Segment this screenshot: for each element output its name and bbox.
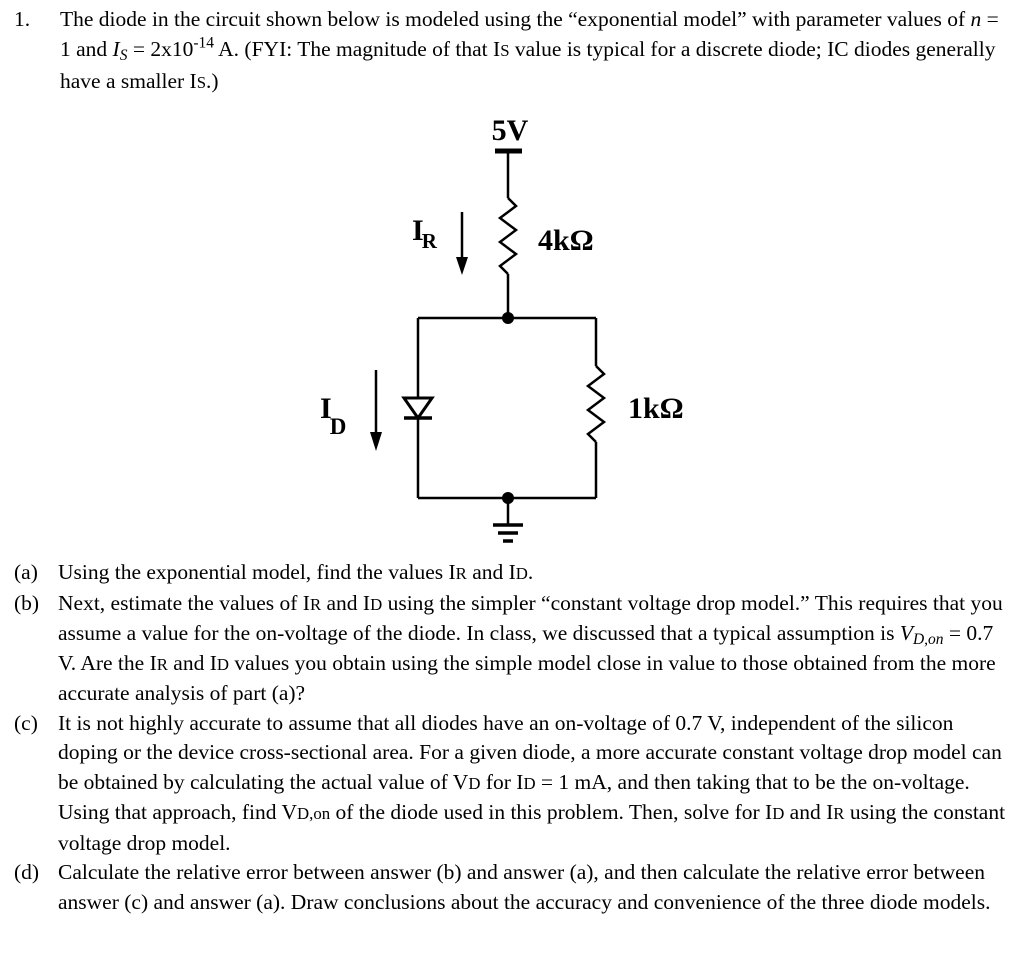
part-label: (b) bbox=[14, 590, 40, 615]
resistor-1k-icon bbox=[588, 366, 604, 442]
intro-text: = 2x10 bbox=[127, 37, 194, 61]
subscript-small-caps: S bbox=[196, 73, 207, 92]
resistor-1k-label: 1kΩ bbox=[628, 392, 684, 425]
variable-v: V bbox=[899, 621, 914, 645]
supply-voltage-label: 5V bbox=[491, 114, 529, 147]
resistor-4k-icon bbox=[500, 198, 516, 274]
part-c: (c) It is not highly accurate to assume that all diodes have an on-voltage of 0.7 V, independent of the silicon doping or the device cross-sectional area. For a given diode, a more accurate constant voltage drop model can be obtained by calculating the actual value of VD for ID = 1 mA, and then taking that to be the on-voltage. Using that approach, find VD,on of the diode used in this problem. Then, solve for ID and IR using the constant voltage drop model. bbox=[14, 710, 1006, 855]
intro-text: value is typical for a discrete diode; IC diodes generally have a smaller I bbox=[60, 37, 996, 93]
current-id-label: I D bbox=[320, 392, 347, 439]
current-id-arrow-icon bbox=[370, 432, 382, 451]
diode-icon bbox=[404, 398, 432, 418]
part-d: (d) Calculate the relative error between answer (b) and answer (a), and then calculate the relative error between answer (c) and answer (a). Draw conclusions about the accuracy and convenience of the three diode models. bbox=[14, 860, 991, 914]
current-ir-label: IR bbox=[412, 214, 437, 253]
circuit-diagram bbox=[0, 100, 1024, 555]
subscript-small-caps: S bbox=[500, 41, 510, 60]
part-label: (a) bbox=[14, 560, 38, 584]
intro-text: The diode in the circuit shown below is modeled using the “exponential model” with parameter values of bbox=[60, 7, 971, 31]
question-parts bbox=[14, 558, 1014, 917]
problem-intro bbox=[60, 4, 1014, 98]
variable-is: I bbox=[112, 37, 120, 61]
resistor-4k-label: 4kΩ bbox=[538, 224, 594, 257]
subscript: S bbox=[119, 46, 128, 64]
intro-text: A. (FYI: The magnitude of that I bbox=[213, 37, 501, 61]
part-a: (a) Using the exponential model, find the values IR and ID. bbox=[14, 558, 1014, 589]
part-label: (d) bbox=[14, 860, 40, 884]
variable-n: n bbox=[970, 7, 982, 31]
current-ir-arrow-icon bbox=[456, 257, 468, 275]
ground-icon bbox=[493, 525, 523, 541]
intro-text: = 1 and bbox=[60, 7, 999, 61]
problem-number: 1. bbox=[14, 7, 31, 31]
exponent: -14 bbox=[193, 34, 214, 52]
part-b: (b) Next, estimate the values of IR and ID using the simpler “constant voltage drop model.” This requires that you assume a value for the on-voltage of the diode. In class, we discussed that a typical assumption is $V_{D,on} = 0.7$ V. Are the IR and ID values you obtain using the simple model close in value to those obtained from the more accurate analysis of part (a)? bbox=[14, 590, 1003, 705]
problem-statement bbox=[14, 4, 1014, 98]
intro-text: .) bbox=[206, 69, 219, 93]
part-label: (c) bbox=[14, 710, 38, 735]
